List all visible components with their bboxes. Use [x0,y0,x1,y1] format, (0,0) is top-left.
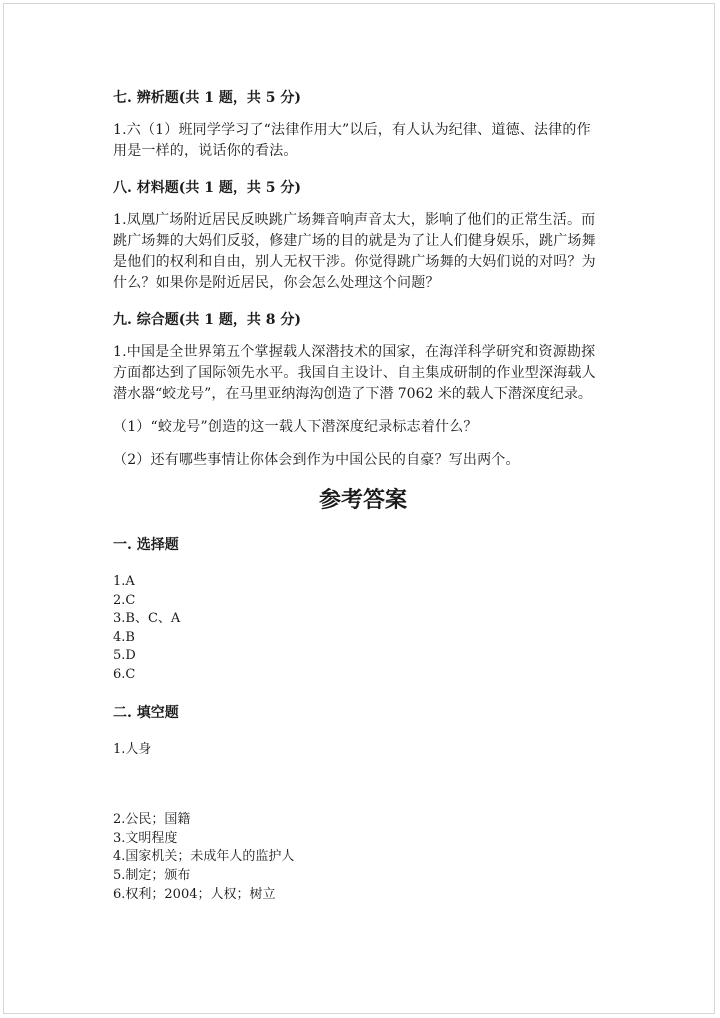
section-8-line-1: 1.凤凰广场附近居民反映跳广场舞音响声音太大，影响了他们的正常生活。而 [113,212,596,228]
section-9-question-2: （2）还有哪些事情让你体会到作为中国公民的自豪？写出两个。 [113,452,520,468]
choice-answer-1: 1.A [113,574,135,589]
section-8-line-3: 是他们的权利和自由，别人无权干涉。你觉得跳广场舞的大妈们说的对吗？为 [113,254,596,270]
fill-answer-4: 4.国家机关；未成年人的监护人 [113,849,295,865]
fill-answer-5: 5.制定；颁布 [113,867,191,883]
section-9-line-1: 1.中国是全世界第五个掌握载人深潜技术的国家，在海洋科学研究和资源勘探 [113,344,596,360]
choice-answer-2: 2.C [113,592,136,608]
fill-answer-1: 1.人身 [113,741,152,757]
section-9-line-3: 潜水器“蛟龙号”，在马里亚纳海沟创造了下潜 7062 米的载人下潜深度纪录。 [113,386,592,402]
choice-answer-3: 3.B、C、A [113,611,181,627]
section-9-heading: 九. 综合题(共 1 题，共 8 分) [113,312,301,328]
choice-answer-5: 5.D [113,648,136,664]
section-7-line-1: 1.六（1）班同学学习了“法律作用大”以后，有人认为纪律、道德、法律的作 [113,122,591,138]
section-9-line-2: 方面都达到了国际领先水平。我国自主设计、自主集成研制的作业型深海载人 [113,365,596,381]
fill-answer-first [113,741,613,760]
answers-title: 参考答案 [318,487,407,513]
fill-heading: 二. 填空题 [113,704,179,721]
choice-answer-4: 4.B [113,629,135,645]
fill-answer-2: 2.公民；国籍 [113,812,191,828]
section-8-line-2: 跳广场舞的大妈们反驳，修建广场的目的就是为了让人们健身娱乐，跳广场舞 [113,233,596,249]
fill-answer-list [113,811,613,904]
choice-answer-list [113,573,613,685]
section-8-heading: 八. 材料题(共 1 题，共 5 分) [113,180,301,196]
choice-answer-6: 6.C [113,666,136,682]
fill-answer-3: 3.文明程度 [113,830,178,846]
choice-heading: 一. 选择题 [113,537,179,553]
section-7-line-2: 用是一样的，说话你的看法。 [113,143,298,159]
document-content [113,88,613,904]
section-9-question-1: （1）“蛟龙号”创造的这一载人下潜深度纪录标志着什么？ [113,419,478,435]
section-8-line-4: 什么？如果你是附近居民，你会怎么处理这个问题？ [113,275,440,291]
section-7-heading: 七. 辨析题(共 1 题，共 5 分) [113,90,301,106]
fill-answer-6: 6.权利；2004；人权；树立 [113,886,276,902]
